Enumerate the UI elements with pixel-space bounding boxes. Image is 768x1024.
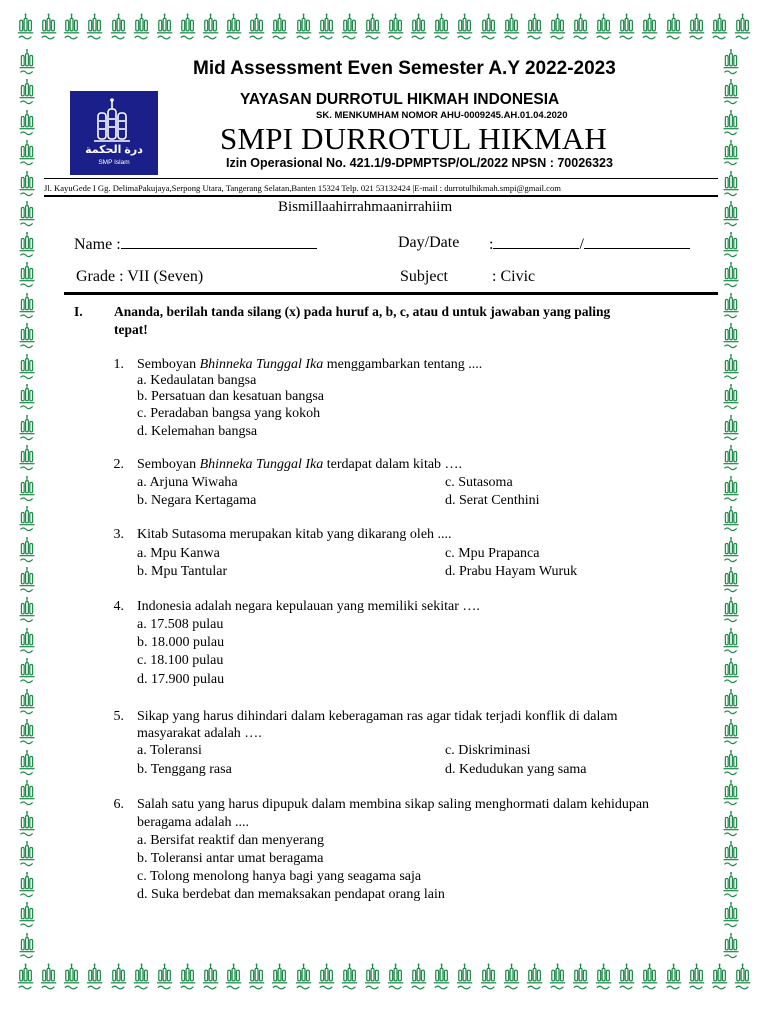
- border-ornament-icon: [14, 657, 40, 687]
- border-ornament-icon: [315, 962, 338, 994]
- border-ornament-icon: [718, 779, 744, 809]
- question-text-continued: beragama adalah ....: [137, 815, 249, 830]
- border-ornament-icon: [14, 810, 40, 840]
- border-ornament-icon: [718, 901, 744, 931]
- question-number: 5.: [113, 709, 124, 724]
- fields-rule: [64, 292, 718, 295]
- name-blank[interactable]: [121, 234, 317, 249]
- border-ornament-icon: [268, 12, 291, 44]
- border-ornament-icon: [60, 12, 83, 44]
- border-ornament-icon: [718, 596, 744, 626]
- border-ornament-icon: [477, 12, 500, 44]
- border-ornament-icon: [546, 962, 569, 994]
- border-ornament-icon: [14, 871, 40, 901]
- border-ornament-icon: [546, 12, 569, 44]
- border-ornament-icon: [338, 962, 361, 994]
- question-text: Semboyan Bhinneka Tunggal Ika menggambarkan tentang ....: [137, 357, 483, 372]
- border-ornament-icon: [718, 475, 744, 505]
- border-ornament-icon: [477, 962, 500, 994]
- border-ornament-icon: [718, 871, 744, 901]
- option-a[interactable]: a. 17.508 pulau: [137, 617, 224, 632]
- border-ornament-icon: [83, 12, 106, 44]
- border-ornament-icon: [130, 12, 153, 44]
- border-ornament-icon: [615, 962, 638, 994]
- border-ornament-icon: [14, 78, 40, 108]
- border-ornament-icon: [14, 444, 40, 474]
- operational-permit: Izin Operasional No. 421.1/9-DPMPTSP/OL/2022 NPSN : 70026323: [226, 156, 613, 170]
- question-number: 1.: [113, 357, 124, 372]
- section-numeral: I.: [74, 304, 83, 319]
- border-ornament-icon: [176, 962, 199, 994]
- border-ornament-icon: [292, 962, 315, 994]
- option-d[interactable]: d. Kedudukan yang sama: [445, 762, 587, 777]
- border-ornament-icon: [718, 292, 744, 322]
- option-d[interactable]: d. Kelemahan bangsa: [137, 424, 258, 439]
- border-ornament-icon: [153, 12, 176, 44]
- option-b[interactable]: b. 18.000 pulau: [137, 635, 225, 650]
- border-ornament-icon: [315, 12, 338, 44]
- border-ornament-icon: [569, 962, 592, 994]
- border-ornament-icon: [731, 962, 754, 994]
- border-ornament-icon: [638, 962, 661, 994]
- border-ornament-icon: [292, 12, 315, 44]
- option-a[interactable]: a. Toleransi: [137, 743, 202, 758]
- border-ornament-icon: [14, 779, 40, 809]
- border-ornament-icon: [685, 962, 708, 994]
- border-top: [14, 12, 754, 48]
- question-text-continued: masyarakat adalah ….: [137, 726, 262, 741]
- border-ornament-icon: [718, 505, 744, 535]
- name-label: Name :: [74, 236, 121, 253]
- date-label: Day/Date: [398, 234, 460, 251]
- border-ornament-icon: [199, 962, 222, 994]
- option-c[interactable]: c. Peradaban bangsa yang kokoh: [137, 406, 321, 421]
- border-ornament-icon: [14, 109, 40, 139]
- border-ornament-icon: [14, 749, 40, 779]
- border-ornament-icon: [718, 78, 744, 108]
- border-ornament-icon: [523, 962, 546, 994]
- section-instruction-line2: tepat!: [114, 322, 148, 337]
- border-ornament-icon: [718, 536, 744, 566]
- header-rule-top: [44, 178, 718, 179]
- border-ornament-icon: [708, 962, 731, 994]
- border-ornament-icon: [662, 12, 685, 44]
- option-b[interactable]: b. Tenggang rasa: [137, 762, 232, 777]
- border-ornament-icon: [718, 840, 744, 870]
- border-ornament-icon: [718, 566, 744, 596]
- border-ornament-icon: [14, 353, 40, 383]
- border-ornament-icon: [14, 566, 40, 596]
- border-ornament-icon: [14, 475, 40, 505]
- border-ornament-icon: [718, 444, 744, 474]
- question-text: Sikap yang harus dihindari dalam keberagaman ras agar tidak terjadi konflik di dalam: [137, 709, 618, 724]
- option-a[interactable]: a. Bersifat reaktif dan menyerang: [137, 833, 324, 848]
- border-ornament-icon: [14, 292, 40, 322]
- border-ornament-icon: [14, 383, 40, 413]
- option-d[interactable]: d. Suka berdebat dan memaksakan pendapat orang lain: [137, 887, 445, 902]
- border-ornament-icon: [14, 596, 40, 626]
- border-ornament-icon: [731, 12, 754, 44]
- border-ornament-icon: [638, 12, 661, 44]
- border-ornament-icon: [60, 962, 83, 994]
- border-ornament-icon: [14, 505, 40, 535]
- border-ornament-icon: [523, 12, 546, 44]
- border-ornament-icon: [14, 688, 40, 718]
- border-ornament-icon: [500, 962, 523, 994]
- border-ornament-icon: [107, 12, 130, 44]
- school-name: SMPI DURROTUL HIKMAH: [220, 121, 607, 156]
- school-address: Jl. KayuGede I Gg. DelimaPakujaya,Serpong Utara, Tangerang Selatan,Banten 15324 Telp. 021 53132424 |E-mail : durrotulhikmah.smpi@gmail.com: [44, 183, 561, 193]
- option-a[interactable]: a. Arjuna Wiwaha: [137, 475, 238, 490]
- border-ornament-icon: [718, 139, 744, 169]
- border-ornament-icon: [718, 810, 744, 840]
- decree-number: SK. MENKUMHAM NOMOR AHU-0009245.AH.01.04.2020: [316, 110, 568, 121]
- question-number: 6.: [113, 797, 124, 812]
- border-ornament-icon: [14, 261, 40, 291]
- border-ornament-icon: [14, 901, 40, 931]
- border-ornament-icon: [718, 261, 744, 291]
- border-ornament-icon: [407, 962, 430, 994]
- border-ornament-icon: [453, 12, 476, 44]
- option-b[interactable]: b. Toleransi antar umat beragama: [137, 851, 324, 866]
- option-d[interactable]: d. 17.900 pulau: [137, 672, 225, 687]
- option-c[interactable]: c. 18.100 pulau: [137, 653, 224, 668]
- border-ornament-icon: [718, 932, 744, 962]
- name-field[interactable]: [74, 234, 317, 254]
- question-number: 2.: [113, 457, 124, 472]
- logo-arabic-text: درة الحكمة: [85, 144, 143, 156]
- border-ornament-icon: [718, 322, 744, 352]
- school-logo: [70, 91, 158, 175]
- border-ornament-icon: [37, 962, 60, 994]
- header-rule-bottom: [44, 195, 718, 197]
- border-ornament-icon: [384, 12, 407, 44]
- option-d[interactable]: d. Prabu Hayam Wuruk: [445, 564, 578, 579]
- border-ornament-icon: [361, 962, 384, 994]
- border-ornament-icon: [718, 688, 744, 718]
- border-ornament-icon: [222, 962, 245, 994]
- border-ornament-icon: [718, 200, 744, 230]
- border-ornament-icon: [708, 12, 731, 44]
- border-ornament-icon: [718, 657, 744, 687]
- date-separator: /: [579, 236, 584, 253]
- option-c[interactable]: c. Mpu Prapanca: [445, 546, 540, 561]
- border-ornament-icon: [569, 12, 592, 44]
- border-ornament-icon: [718, 231, 744, 261]
- border-ornament-icon: [361, 12, 384, 44]
- option-b[interactable]: b. Mpu Tantular: [137, 564, 228, 579]
- border-ornament-icon: [718, 718, 744, 748]
- border-ornament-icon: [718, 170, 744, 200]
- border-ornament-icon: [384, 962, 407, 994]
- border-ornament-icon: [14, 200, 40, 230]
- border-ornament-icon: [245, 12, 268, 44]
- border-ornament-icon: [718, 627, 744, 657]
- border-ornament-icon: [14, 170, 40, 200]
- question-text: Indonesia adalah negara kepulauan yang memiliki sekitar ….: [137, 599, 480, 614]
- border-right: [718, 48, 746, 962]
- border-ornament-icon: [338, 12, 361, 44]
- border-ornament-icon: [153, 962, 176, 994]
- border-ornament-icon: [83, 962, 106, 994]
- border-ornament-icon: [14, 932, 40, 962]
- border-ornament-icon: [685, 12, 708, 44]
- question-number: 3.: [113, 527, 124, 542]
- option-b[interactable]: b. Persatuan dan kesatuan bangsa: [137, 389, 324, 404]
- border-ornament-icon: [222, 12, 245, 44]
- border-ornament-icon: [245, 962, 268, 994]
- border-ornament-icon: [14, 962, 37, 994]
- date-colon: :: [489, 236, 494, 253]
- option-b[interactable]: b. Negara Kertagama: [137, 493, 257, 508]
- option-c[interactable]: c. Tolong menolong hanya bagi yang seagama saja: [137, 869, 422, 884]
- option-c[interactable]: c. Diskriminasi: [445, 743, 531, 758]
- border-ornament-icon: [14, 718, 40, 748]
- grade-label: Grade : VII (Seven): [76, 268, 204, 285]
- border-ornament-icon: [592, 962, 615, 994]
- question-number: 4.: [113, 599, 124, 614]
- border-ornament-icon: [14, 48, 40, 78]
- border-ornament-icon: [14, 414, 40, 444]
- border-ornament-icon: [500, 12, 523, 44]
- border-ornament-icon: [14, 139, 40, 169]
- border-ornament-icon: [592, 12, 615, 44]
- border-ornament-icon: [430, 962, 453, 994]
- border-ornament-icon: [130, 962, 153, 994]
- date-blank[interactable]: [584, 234, 690, 249]
- border-ornament-icon: [14, 231, 40, 261]
- date-field[interactable]: [489, 234, 690, 254]
- border-ornament-icon: [14, 840, 40, 870]
- border-ornament-icon: [662, 962, 685, 994]
- question-text: Salah satu yang harus dipupuk dalam membina sikap saling menghormati dalam kehidupan: [137, 797, 650, 812]
- logo-caption: SMP Islam: [98, 159, 130, 166]
- day-blank[interactable]: [493, 234, 579, 249]
- option-a[interactable]: a. Kedaulatan bangsa: [137, 373, 257, 388]
- border-bottom: [14, 962, 754, 998]
- border-ornament-icon: [14, 322, 40, 352]
- border-ornament-icon: [268, 962, 291, 994]
- section-instruction-line1: Ananda, berilah tanda silang (x) pada huruf a, b, c, atau d untuk jawaban yang paling: [114, 304, 611, 319]
- border-ornament-icon: [718, 749, 744, 779]
- border-ornament-icon: [176, 12, 199, 44]
- exam-title: Mid Assessment Even Semester A.Y 2022-2023: [193, 58, 616, 79]
- subject-label: Subject: [400, 268, 448, 285]
- foundation-name: YAYASAN DURROTUL HIKMAH INDONESIA: [240, 91, 560, 108]
- border-ornament-icon: [14, 12, 37, 44]
- border-ornament-icon: [107, 962, 130, 994]
- border-ornament-icon: [407, 12, 430, 44]
- border-ornament-icon: [14, 627, 40, 657]
- bismillah: Bismillaahirrahmaanirrahiim: [278, 199, 453, 215]
- border-ornament-icon: [718, 48, 744, 78]
- border-ornament-icon: [453, 962, 476, 994]
- border-ornament-icon: [718, 109, 744, 139]
- border-ornament-icon: [199, 12, 222, 44]
- question-text: Semboyan Bhinneka Tunggal Ika terdapat dalam kitab ….: [137, 457, 463, 472]
- border-ornament-icon: [615, 12, 638, 44]
- border-ornament-icon: [430, 12, 453, 44]
- border-ornament-icon: [718, 353, 744, 383]
- border-ornament-icon: [718, 383, 744, 413]
- border-ornament-icon: [37, 12, 60, 44]
- question-text: Kitab Sutasoma merupakan kitab yang dikarang oleh ....: [137, 527, 452, 542]
- option-c[interactable]: c. Sutasoma: [445, 475, 513, 490]
- border-ornament-icon: [718, 414, 744, 444]
- subject-value: : Civic: [492, 268, 536, 285]
- option-a[interactable]: a. Mpu Kanwa: [137, 546, 220, 561]
- border-ornament-icon: [14, 536, 40, 566]
- option-d[interactable]: d. Serat Centhini: [445, 493, 540, 508]
- border-left: [14, 48, 42, 962]
